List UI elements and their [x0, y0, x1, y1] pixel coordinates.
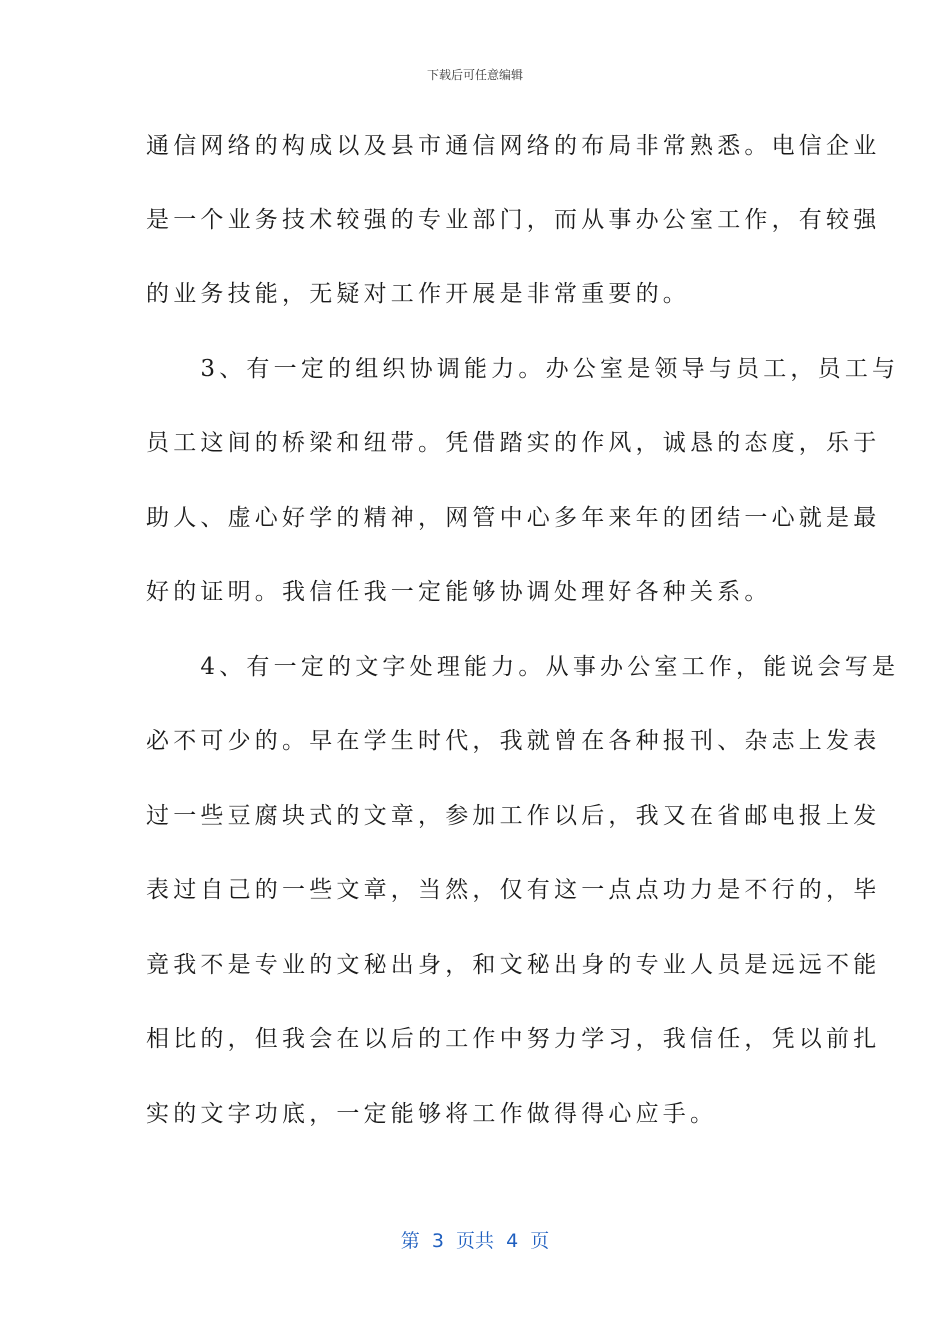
body-line-2: 是一个业务技术较强的专业部门，而从事办公室工作，有较强 — [146, 207, 881, 233]
body-line-14: 实的文字功底，一定能够将工作做得得心应手。 — [146, 1101, 718, 1127]
body-line-13: 相比的，但我会在以后的工作中努力学习，我信任，凭以前扎 — [146, 1026, 881, 1052]
body-line-7: 好的证明。我信任我一定能够协调处理好各种关系。 — [146, 579, 772, 605]
page-header: 下载后可任意编辑 — [426, 68, 523, 82]
body-line-6: 助人、虚心好学的精神，网管中心多年来年的团结一心就是最 — [146, 505, 881, 531]
body-line-3: 的业务技能，无疑对工作开展是非常重要的。 — [146, 281, 690, 307]
body-line-1: 通信网络的构成以及县市通信网络的布局非常熟悉。电信企业 — [146, 133, 881, 159]
body-line-11: 表过自己的一些文章，当然，仅有这一点点功力是不行的，毕 — [146, 877, 881, 903]
body-line-10: 过一些豆腐块式的文章，参加工作以后，我又在省邮电报上发 — [146, 803, 881, 829]
page-number-footer: 第 3 页共 4 页 — [400, 1230, 550, 1252]
body-line-5: 员工这间的桥梁和纽带。凭借踏实的作风，诚恳的态度，乐于 — [146, 430, 881, 456]
body-line-4: 3、有一定的组织协调能力。办公室是领导与员工，员工与 — [146, 356, 900, 382]
body-line-9: 必不可少的。早在学生时代，我就曾在各种报刊、杂志上发表 — [146, 728, 881, 754]
body-line-8: 4、有一定的文字处理能力。从事办公室工作，能说会写是 — [146, 654, 900, 680]
body-line-12: 竟我不是专业的文秘出身，和文秘出身的专业人员是远远不能 — [146, 952, 881, 978]
